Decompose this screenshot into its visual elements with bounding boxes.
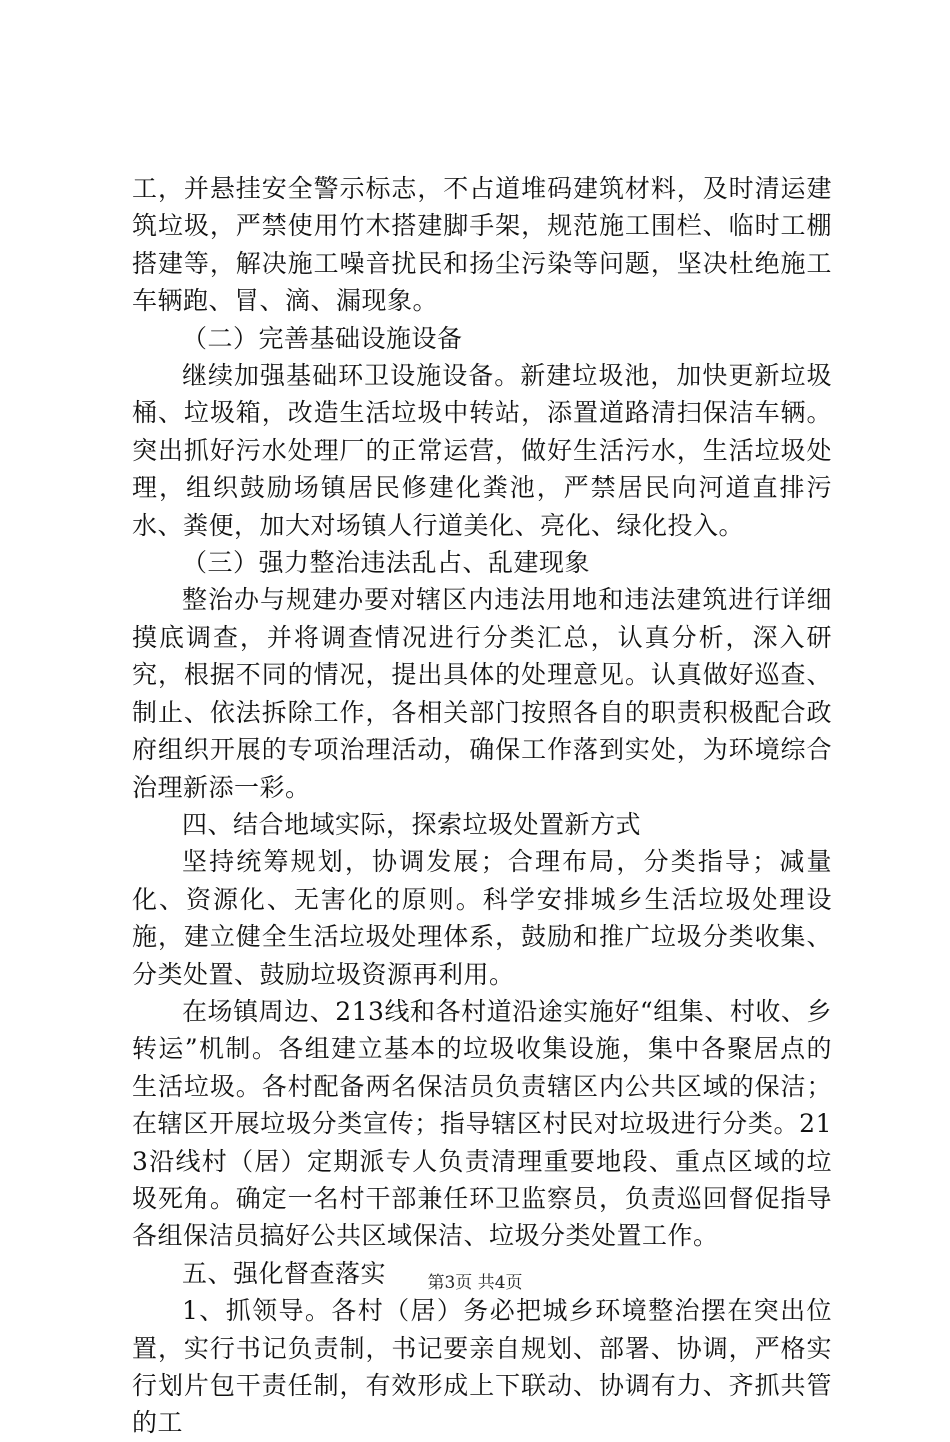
page-number-footer: 第3页 共4页 [427,1273,523,1293]
section-heading-infrastructure: （二）完善基础设施设备 [182,323,463,353]
body-paragraph-garbage-principles: 坚持统筹规划，协调发展；合理布局，分类指导；减量化、资源化、无害化的原则。科学安排城乡生活垃圾处理设施，建立健全生活垃圾处理体系，鼓励和推广垃圾分类收集、分类处置、鼓励垃圾资源再利用。 [132,847,832,989]
document-body [132,170,832,1442]
body-paragraph-illegal-construction: 整治办与规建办要对辖区内违法用地和违法建筑进行详细摸底调查，并将调查情况进行分类汇总，认真分析，深入研究，根据不同的情况，提出具体的处理意见。认真做好巡查、制止、依法拆除工作，各相关部门按照各自的职责积极配合政府组织开展的专项治理活动，确保工作落到实处，为环境综合治理新添一彩。 [132,585,832,802]
section-heading-illegal-construction: （三）强力整治违法乱占、乱建现象 [182,548,591,578]
section-heading-supervision: 五、强化督查落实 [182,1258,387,1288]
body-paragraph-infrastructure: 继续加强基础环卫设施设备。新建垃圾池，加快更新垃圾桶、垃圾箱，改造生活垃圾中转站，添置道路清扫保洁车辆。突出抓好污水处理厂的正常运营，做好生活污水，生活垃圾处理，组织鼓励场镇居民修建化粪池，严禁居民向河道直排污水、粪便，加大对场镇人行道美化、亮化、绿化投入。 [132,361,832,540]
body-paragraph-leadership: 1、抓领导。各村（居）务必把城乡环境整治摆在突出位置，实行书记负责制，书记要亲自规划、部署、协调，严格实行划片包干责任制，有效形成上下联动、协调有力、齐抓共管的工 [132,1296,832,1438]
body-paragraph-continuation: 工，并悬挂安全警示标志，不占道堆码建筑材料，及时清运建筑垃圾，严禁使用竹木搭建脚手架，规范施工围栏、临时工棚搭建等，解决施工噪音扰民和扬尘污染等问题，坚决杜绝施工车辆跑、冒、滴、漏现象。 [132,174,832,316]
body-paragraph-garbage-mechanism: 在场镇周边、213线和各村道沿途实施好“组集、村收、乡转运”机制。各组建立基本的垃圾收集设施，集中各聚居点的生活垃圾。各村配备两名保洁员负责辖区内公共区域的保洁；在辖区开展垃圾分类宣传；指导辖区村民对垃圾进行分类。213沿线村（居）定期派专人负责清理重要地段、重点区域的垃圾死角。确定一名村干部兼任环卫监察员，负责巡回督促指导各组保洁员搞好公共区域保洁、垃圾分类处置工作。 [132,996,832,1251]
section-heading-garbage-disposal: 四、结合地域实际，探索垃圾处置新方式 [182,809,642,839]
